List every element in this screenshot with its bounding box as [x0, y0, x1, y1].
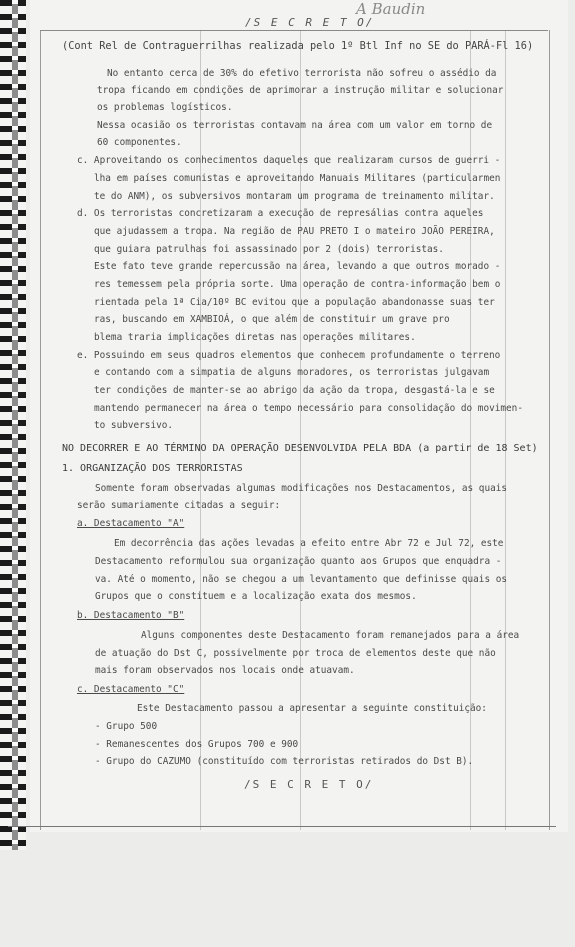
text-line: - Grupo 500 — [95, 721, 158, 732]
text-line: - Remanescentes dos Grupos 700 e 900 — [95, 739, 299, 750]
item-heading: b. Destacamento "B" — [77, 610, 185, 621]
text-line: c. Aproveitando os conhecimentos daqueles que realizaram cursos de guerri - — [77, 155, 501, 166]
text-line: te do ANM), os subversivos montaram um programa de treinamento militar. — [94, 191, 495, 202]
item-heading: a. Destacamento "A" — [77, 518, 185, 529]
text-line: os problemas logísticos. — [97, 102, 233, 113]
text-line: e contando com a simpatia de alguns moradores, os terroristas julgavam — [94, 367, 490, 378]
text-line: to subversivo. — [94, 420, 174, 431]
text-line: ter condições de manter-se ao abrigo da ação da tropa, desgastá-la e se — [94, 385, 495, 396]
text-line: serão sumariamente citadas a seguir: — [77, 500, 281, 511]
classification-stamp-bottom: / S E C R E T O / — [244, 778, 373, 791]
text-line: blema traria implicações diretas nas operações militares. — [94, 332, 416, 343]
text-line: mantendo permanecer na área o tempo necessário para consolidação do movimen- — [94, 403, 523, 414]
text-line: va. Até o momento, não se chegou a um levantamento que definisse quais os — [95, 574, 508, 585]
text-line: res temessem pela própria sorte. Uma operação de contra-informação bem o — [94, 279, 501, 290]
text-line: lha em países comunistas e aproveitando Manuais Militares (particularmen — [94, 173, 501, 184]
text-line: que ajudassem a tropa. Na região de PAU PRETO I o mateiro JOÃO PEREIRA, — [94, 226, 495, 237]
text-line: Este Destacamento passou a apresentar a seguinte constituição: — [137, 703, 487, 714]
section-heading: NO DECORRER E AO TÉRMINO DA OPERAÇÃO DESENVOLVIDA PELA BDA (a partir de 18 Set) — [62, 443, 538, 454]
text-line: Destacamento reformulou sua organização quanto aos Grupos que enquadra - — [95, 556, 502, 567]
text-line: Somente foram observadas algumas modificações nos Destacamentos, as quais — [95, 483, 508, 494]
text-line: d. Os terroristas concretizaram a execução de represálias contra aqueles — [77, 208, 484, 219]
column-rule — [505, 30, 506, 830]
text-line: rientada pela 1ª Cia/10º BC evitou que a população abandonasse suas ter — [94, 297, 495, 308]
text-line: No entanto cerca de 30% do efetivo terrorista não sofreu o assédio da — [107, 68, 497, 79]
text-line: Grupos que o constituem e a localização exata dos mesmos. — [95, 591, 417, 602]
text-line: - Grupo do CAZUMO (constituído com terroristas retirados do Dst B). — [95, 756, 474, 767]
text-line: Este fato teve grande repercussão na área, levando a que outros morado - — [94, 261, 501, 272]
text-line: tropa ficando em condições de aprimorar a instrução militar e solucionar — [97, 85, 504, 96]
page-bottom-rule — [8, 826, 556, 827]
text-line: 60 componentes. — [97, 137, 182, 148]
notebook-spiral-binding — [0, 0, 26, 850]
subsection-heading: 1. ORGANIZAÇÃO DOS TERRORISTAS — [62, 463, 243, 474]
page-top-rule — [40, 30, 548, 31]
text-line: que guiara patrulhas foi assassinado por 2 (dois) terroristas. — [94, 244, 444, 255]
text-line: mais foram observados nos locais onde atuavam. — [95, 665, 355, 676]
text-line: e. Possuindo em seus quadros elementos que conhecem profundamente o terreno — [77, 350, 501, 361]
text-line: de atuação do Dst C, possivelmente por troca de elementos deste que não — [95, 648, 496, 659]
item-heading: c. Destacamento "C" — [77, 684, 185, 695]
handwritten-note: A Baudin — [356, 0, 426, 18]
text-line: Alguns componentes deste Destacamento foram remanejados para a área — [141, 630, 520, 641]
classification-stamp-top: / S E C R E T O / — [245, 16, 374, 29]
text-line: Nessa ocasião os terroristas contavam na área com um valor em torno de — [97, 120, 493, 131]
text-line: ras, buscando em XAMBIOÁ, o que além de constituir um grave pro — [94, 314, 450, 325]
page-heading: (Cont Rel de Contraguerrilhas realizada pelo 1º Btl Inf no SE do PARÁ-Fl 16) — [62, 40, 534, 52]
text-line: Em decorrência das ações levadas a efeito entre Abr 72 e Jul 72, este — [114, 538, 504, 549]
